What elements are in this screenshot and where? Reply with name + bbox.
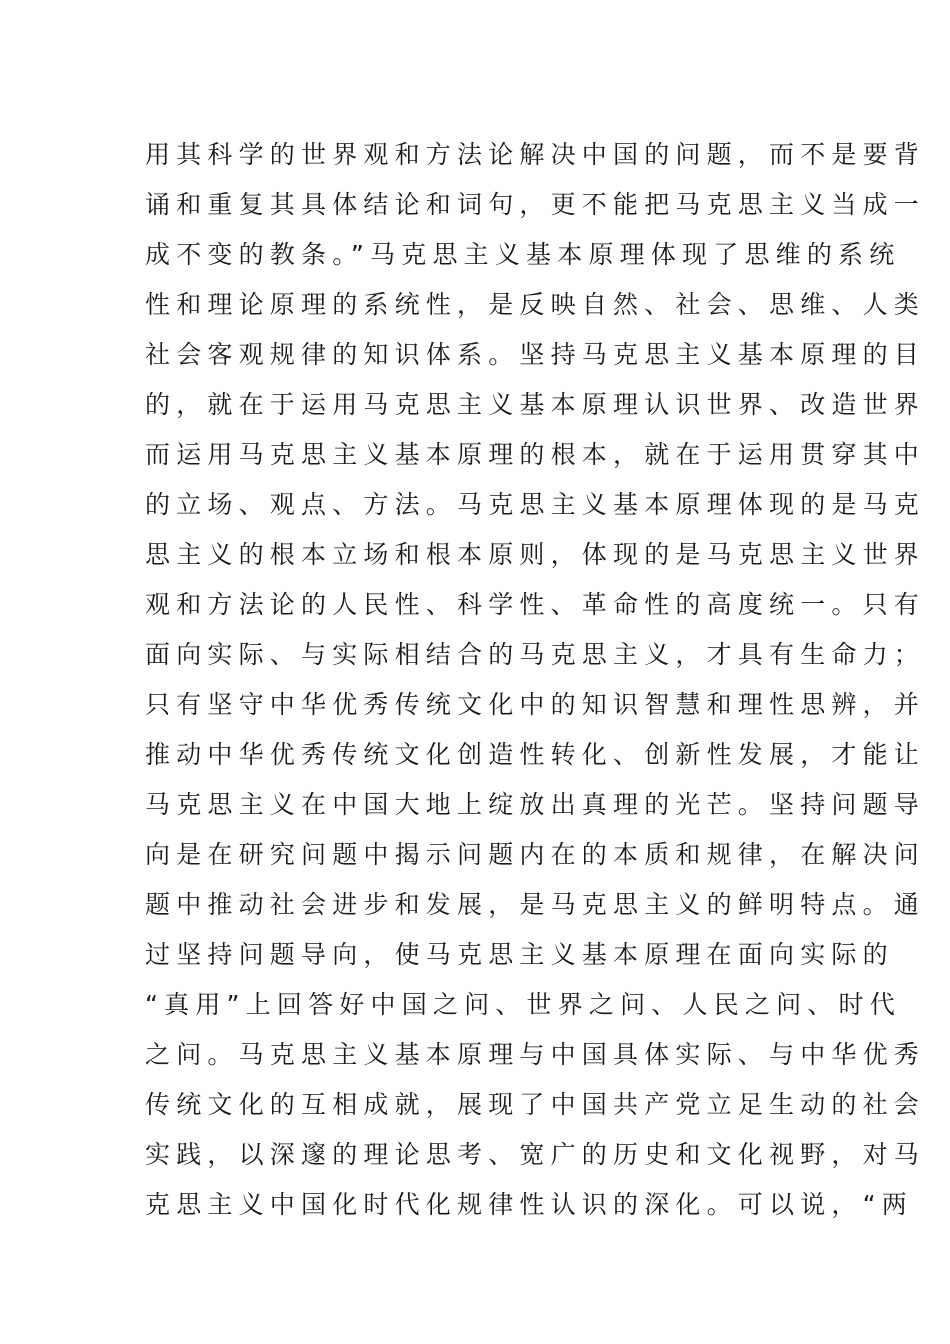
text-line-11: 面向实际、与实际相结合的马克思主义，才具有生命力； <box>145 640 926 669</box>
text-line-14: 马克思主义在中国大地上绽放出真理的光芒。坚持问题导 <box>145 790 926 819</box>
text-line-18: “真用”上回答好中国之问、世界之问、人民之问、时代 <box>145 990 901 1019</box>
text-line-1: 用其科学的世界观和方法论解决中国的问题，而不是要背 <box>145 140 926 169</box>
text-line-2: 诵和重复其具体结论和词句，更不能把马克思主义当成一 <box>145 190 926 219</box>
text-line-4: 性和理论原理的系统性，是反映自然、社会、思维、人类 <box>145 290 926 319</box>
text-line-19: 之问。马克思主义基本原理与中国具体实际、与中华优秀 <box>145 1040 926 1069</box>
body-text <box>145 130 926 1230</box>
text-line-16: 题中推动社会进步和发展，是马克思主义的鲜明特点。通 <box>145 890 926 919</box>
text-line-10: 观和方法论的人民性、科学性、革命性的高度统一。只有 <box>145 590 926 619</box>
text-line-9: 思主义的根本立场和根本原则，体现的是马克思主义世界 <box>145 540 926 569</box>
text-line-17: 过坚持问题导向，使马克思主义基本原理在面向实际的 <box>145 940 894 969</box>
text-line-3: 成不变的教条。”马克思主义基本原理体现了思维的系统 <box>145 240 901 269</box>
text-line-15: 向是在研究问题中揭示问题内在的本质和规律，在解决问 <box>145 840 926 869</box>
text-line-22: 克思主义中国化时代化规律性认识的深化。可以说，“两 <box>145 1190 913 1219</box>
text-line-8: 的立场、观点、方法。马克思主义基本原理体现的是马克 <box>145 490 926 519</box>
text-line-13: 推动中华优秀传统文化创造性转化、创新性发展，才能让 <box>145 740 926 769</box>
text-line-7: 而运用马克思主义基本原理的根本，就在于运用贯穿其中 <box>145 440 926 469</box>
text-line-6: 的，就在于运用马克思主义基本原理认识世界、改造世界 <box>145 390 926 419</box>
text-line-20: 传统文化的互相成就，展现了中国共产党立足生动的社会 <box>145 1090 926 1119</box>
text-line-21: 实践，以深邃的理论思考、宽广的历史和文化视野，对马 <box>145 1140 926 1169</box>
text-line-5: 社会客观规律的知识体系。坚持马克思主义基本原理的目 <box>145 340 926 369</box>
text-line-12: 只有坚守中华优秀传统文化中的知识智慧和理性思辨，并 <box>145 690 926 719</box>
